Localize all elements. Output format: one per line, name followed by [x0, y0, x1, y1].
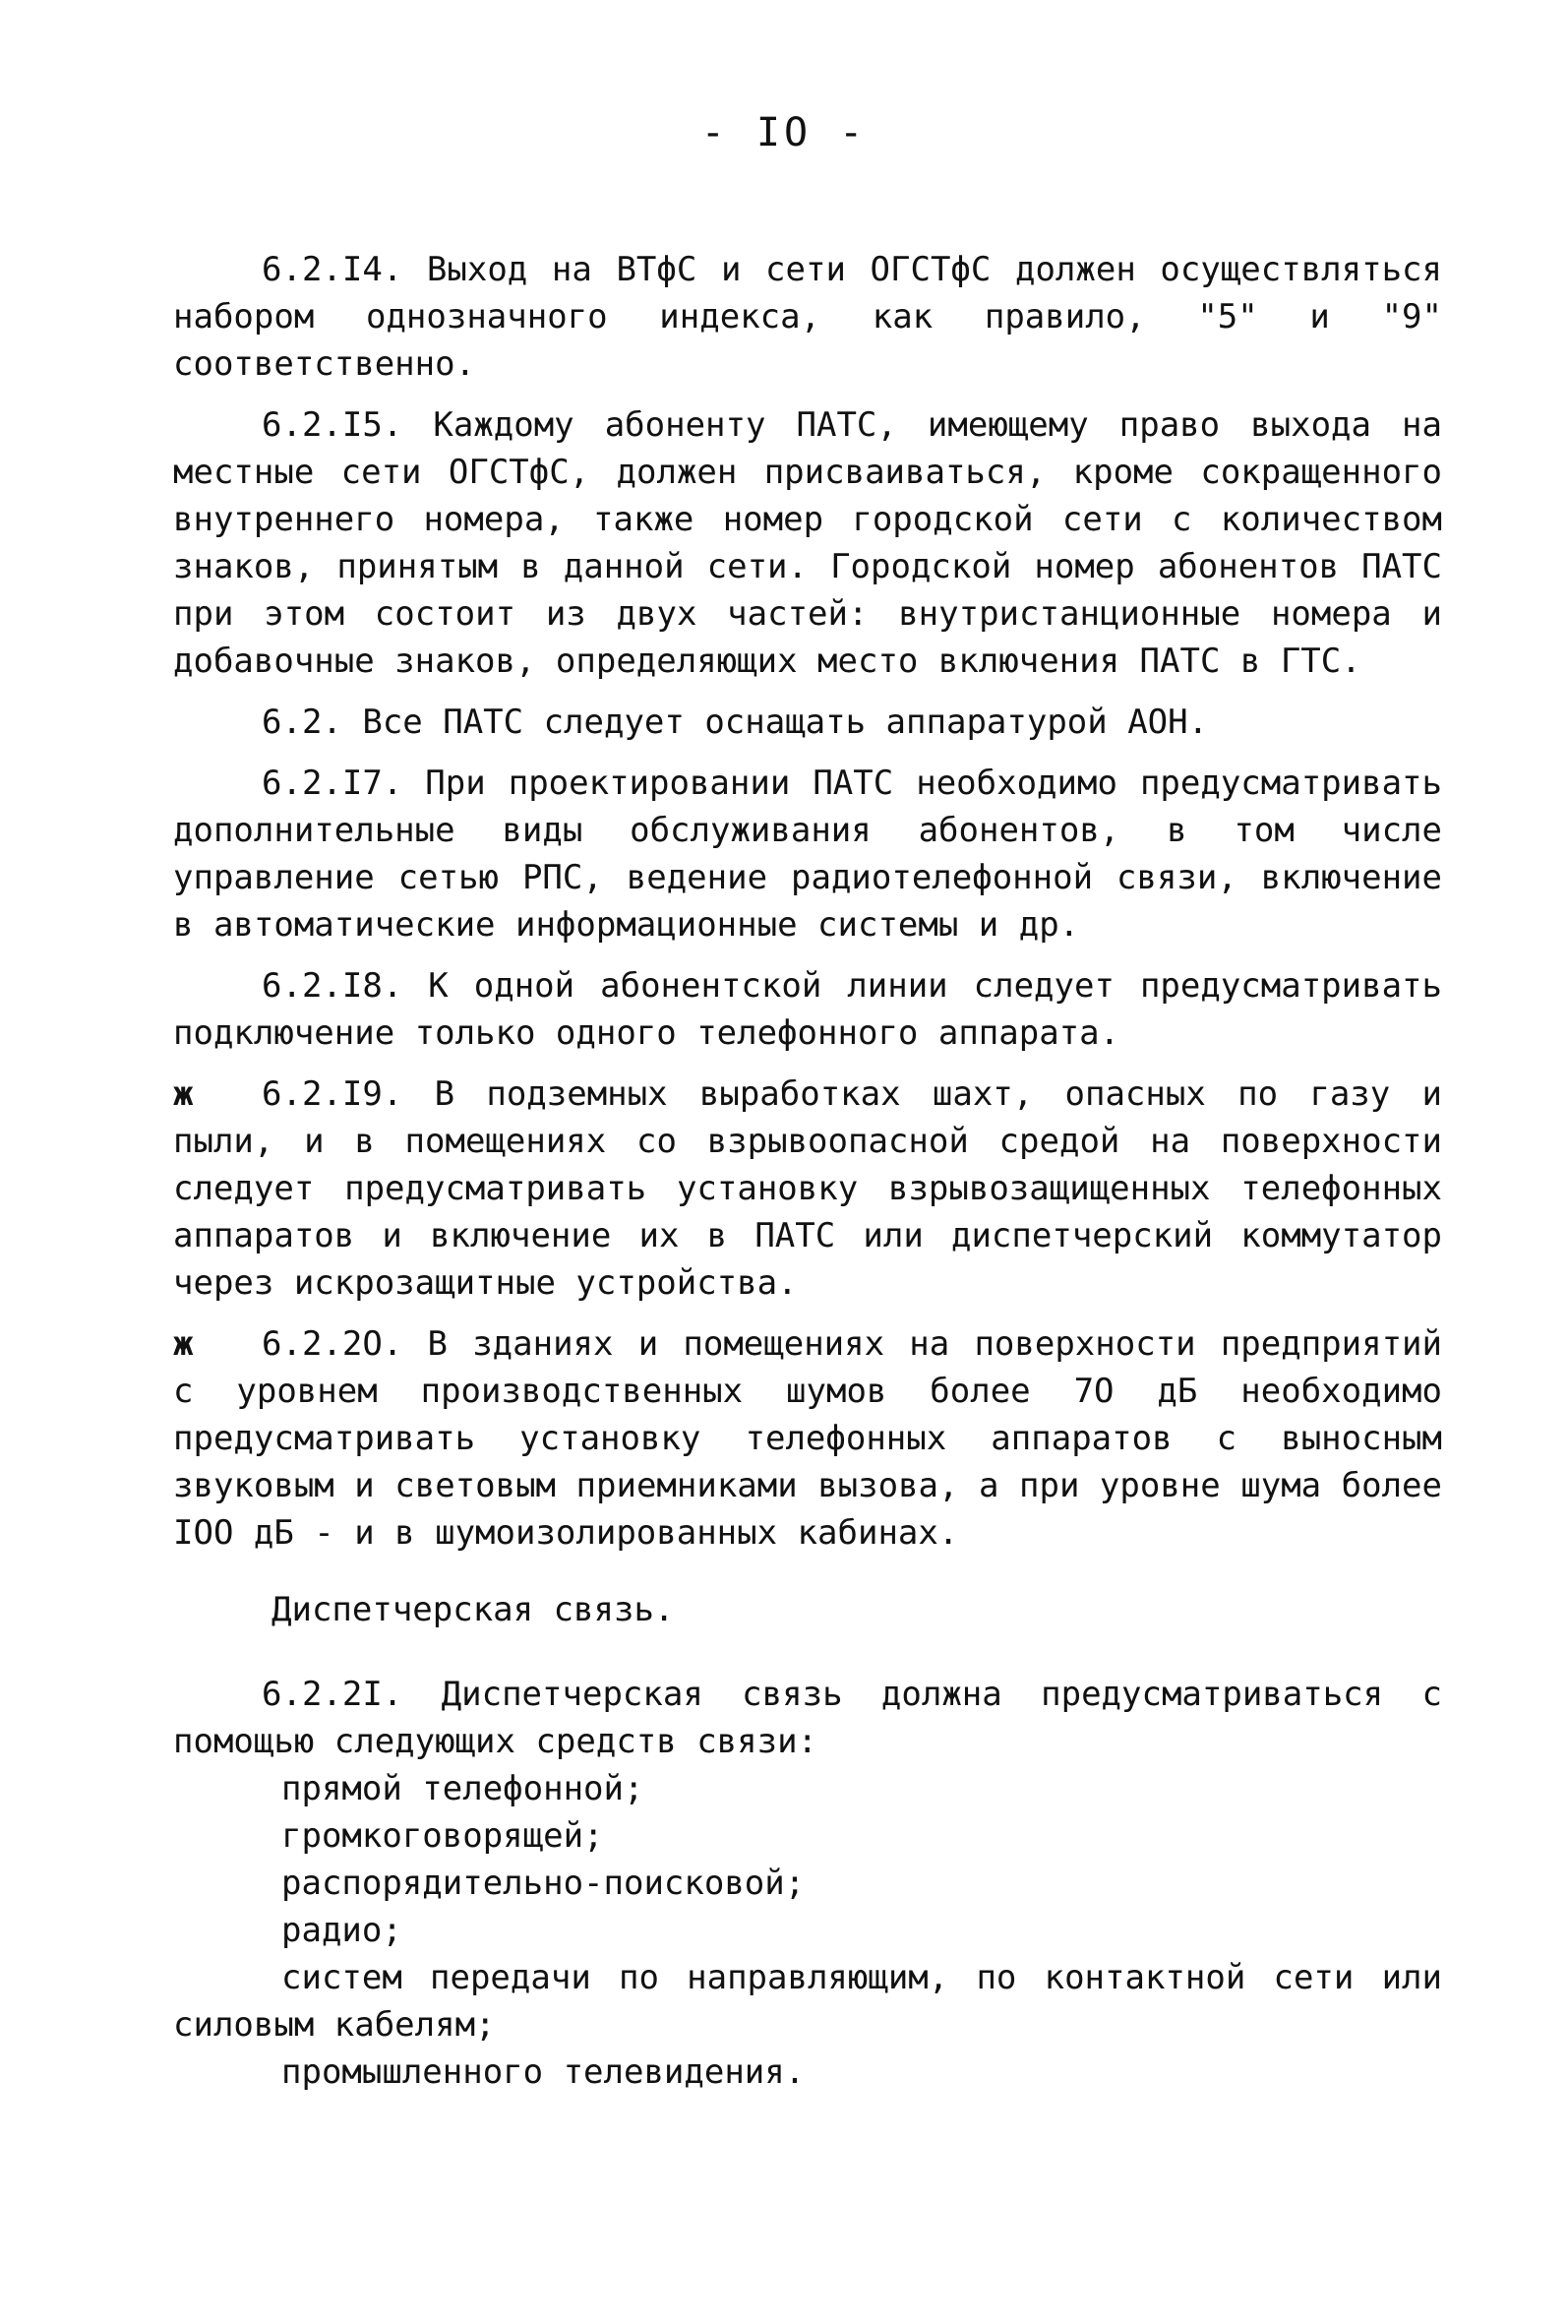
paragraph-6-2-19: 6.2.I9. В подземных выработках шахт, опасных по газу и пыли, и в помещениях со взрывоопасной средой на поверхности следует предусматривать установку взрывозащищенных телефонных аппаратов и включение их в ПАТС или диспетчерский коммутатор через искрозащитные устройства.	[173, 1074, 1442, 1303]
paragraph-6-2-16: 6.2. Все ПАТС следует оснащать аппаратурой АОН.	[262, 703, 1209, 742]
paragraph-6-2-20-block	[173, 1320, 1442, 1557]
body-text	[173, 246, 1442, 2096]
paragraph-6-2-19-block	[173, 1070, 1442, 1307]
list-item: радио;	[281, 1911, 402, 1950]
paragraph-marker: ж	[173, 1074, 194, 1114]
list-item: систем передачи по направляющим, по контактной сети или силовым кабелям;	[173, 1958, 1442, 2045]
paragraph-6-2-18: 6.2.I8. К одной абонентской линии следует предусматривать подключение только одного телефонного аппарата.	[173, 966, 1442, 1053]
paragraph-6-2-20: 6.2.2О. В зданиях и помещениях на поверхности предприятий с уровнем производственных шумов более 7О дБ необходимо предусматривать установку телефонных аппаратов с выносным звуковым и световым приемниками вызова, а при уровне шума более IОО дБ - и в шумоизолированных кабинах.	[173, 1324, 1442, 1553]
paragraph-6-2-21: 6.2.2I. Диспетчерская связь должна предусматриваться с помощью следующих средств связи:	[173, 1675, 1442, 1761]
paragraph-6-2-17: 6.2.I7. При проектировании ПАТС необходимо предусматривать дополнительные виды обслуживания абонентов, в том числе управление сетью РПС, ведение радиотелефонной связи, включение в автоматические информационные системы и др.	[173, 764, 1442, 945]
list-item: промышленного телевидения.	[281, 2052, 806, 2092]
list-item: прямой телефонной;	[281, 1769, 644, 1808]
section-heading: Диспетчерская связь.	[271, 1590, 675, 1629]
paragraph-6-2-14: 6.2.I4. Выход на ВТфС и сети ОГСТфС должен осуществляться набором однозначного индекса, как правило, "5" и "9" соответственно.	[173, 250, 1442, 384]
paragraph-marker: ж	[173, 1324, 194, 1364]
list-item: распорядительно-поисковой;	[281, 1864, 806, 1903]
paragraph-6-2-15: 6.2.I5. Каждому абоненту ПАТС, имеющему право выхода на местные сети ОГСТфС, должен присваиваться, кроме сокращенного внутреннего номера, также номер городской сети с количеством знаков, принятым в данной сети. Городской номер абонентов ПАТС при этом состоит из двух частей: внутристанционные номера и добавочные знаков, определяющих место включения ПАТС в ГТС.	[173, 405, 1442, 681]
means-of-communication-list	[173, 1765, 1442, 2096]
page-number: - IO -	[700, 110, 868, 155]
list-item: громкоговорящей;	[281, 1816, 604, 1856]
